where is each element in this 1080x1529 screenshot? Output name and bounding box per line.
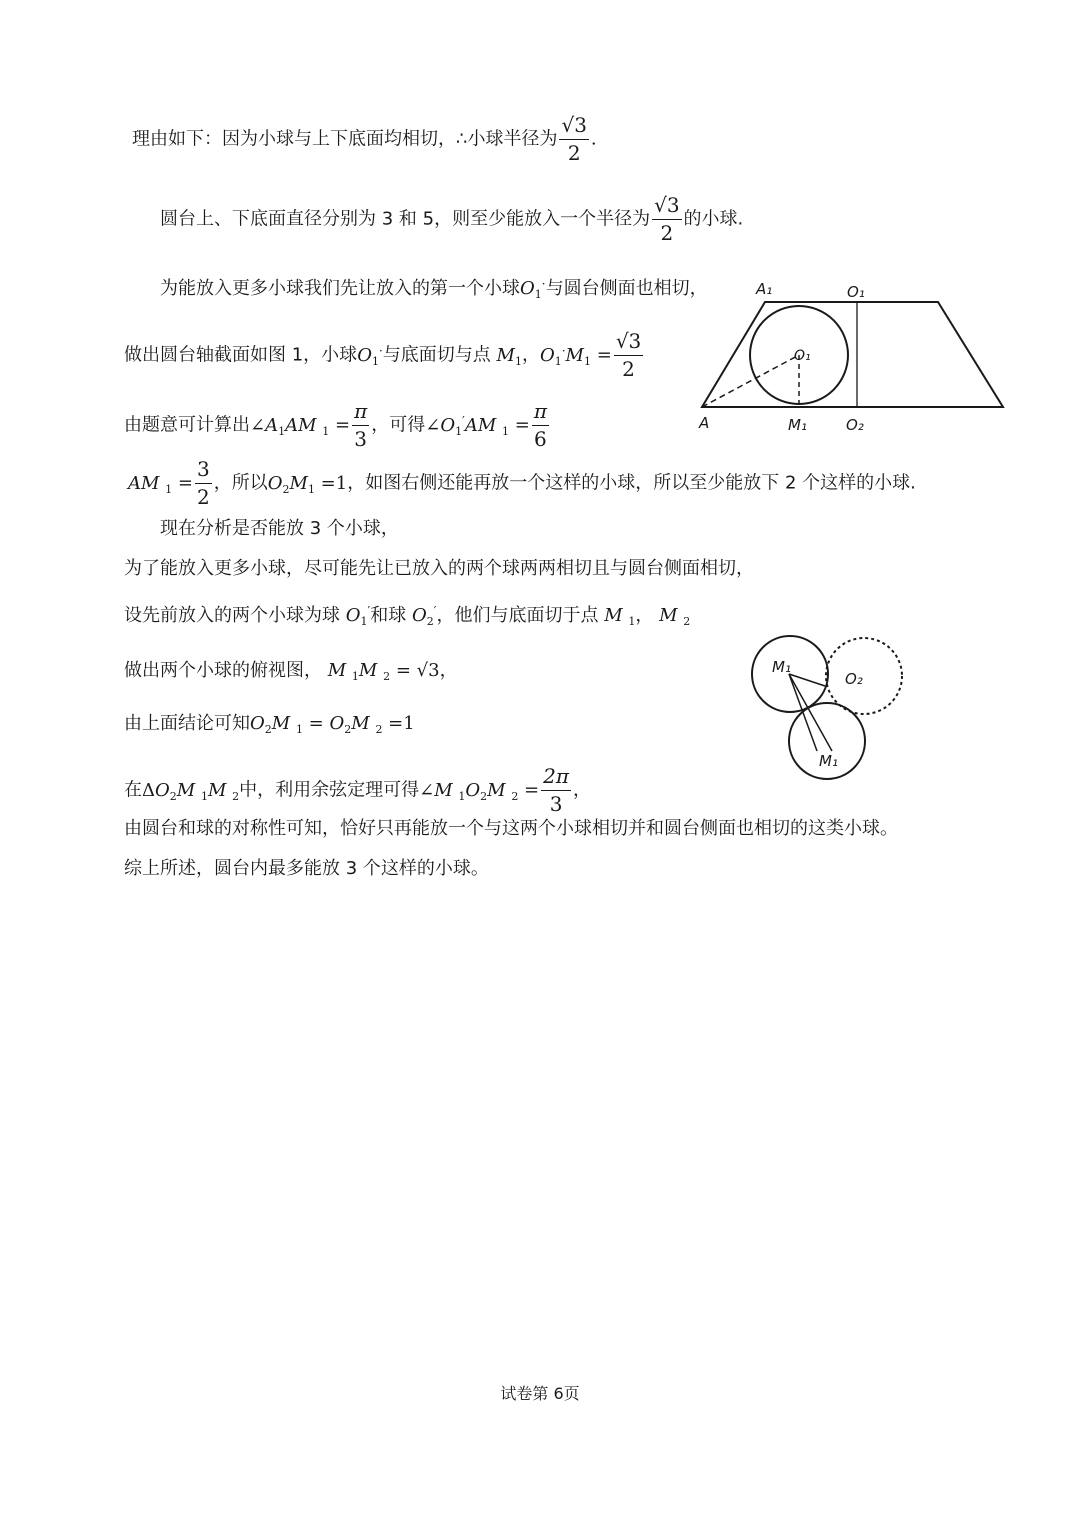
label-M1: M₁	[788, 416, 807, 434]
fraction-2pi-over-3	[541, 765, 571, 816]
frac-den: 3	[354, 427, 368, 451]
frac-num: √3	[559, 114, 588, 140]
text-top-view: 做出两个小球的俯视图，	[124, 660, 322, 681]
text-and-ball: 和球	[370, 605, 407, 626]
frac-num: 2π	[541, 765, 571, 791]
math-O2M1-eq-O2M2: $O_2M$ $_1 = O_2M$ $_2$ =1	[250, 713, 415, 736]
label-A: A	[699, 414, 710, 432]
label-O1-center: O₁	[794, 348, 811, 364]
math-M1M2-eq-sqrt3: M $_1$M $_2$ = √3	[327, 660, 440, 683]
text-so: ，所以	[213, 472, 268, 494]
text-compute: 由题意可计算出	[124, 414, 250, 436]
text-line-2	[160, 194, 743, 245]
text-line-10: 做出两个小球的俯视图， M $_1$M $_2$ = √3，	[124, 660, 458, 683]
text-ball-suffix: 的小球.	[683, 208, 744, 230]
frac-num: √3	[652, 194, 681, 220]
frac-den: 6	[534, 427, 547, 451]
figure-1-cross-section	[690, 270, 1020, 440]
text-cross-section: 做出圆台轴截面如图 1，小球	[124, 344, 358, 366]
text-first-ball: 为能放入更多小球我们先让放入的第一个小球	[160, 278, 520, 299]
math-angle-M1O2M2: ∠M $_1O_2M$ $_2$	[419, 779, 519, 803]
text-obtain: ，可得	[371, 414, 426, 436]
label-M1-bottom: M₁	[819, 752, 838, 770]
frac-den: 3	[549, 792, 563, 816]
page-footer: 试卷第 6页	[500, 1384, 580, 1403]
fraction-sqrt3-over-2	[652, 194, 681, 245]
math-O2prime: $O_2'$	[411, 604, 437, 628]
math-O1: $O_1^\cdot$	[520, 277, 546, 301]
frac-den: 2	[197, 485, 210, 509]
label-A1: A₁	[756, 280, 773, 298]
text-tangent-point: 与底面切与点	[382, 344, 491, 366]
fraction-3-over-2	[195, 458, 212, 509]
frac-den: 2	[567, 141, 581, 165]
fraction-pi-over-3	[352, 400, 369, 451]
math-angle-O1AM1: $\angle O_1'AM$ $_1$	[425, 413, 510, 438]
label-M1-top: M₁	[772, 658, 791, 676]
fraction-sqrt3-over-2	[559, 114, 588, 165]
frac-num: π	[352, 400, 369, 426]
frac-den: 2	[622, 357, 635, 381]
text-line-12: 在$\Delta O_2M$ $_1$M $_2$中，利用余弦定理可得∠M $_1O_2M$ $_2$ = $\frac{2\pi}{3}$ ，	[124, 764, 592, 816]
text-line-9	[124, 605, 690, 627]
text-line-6: AM $_1$ = $\frac{3}{2}$ ，所以$O_2M_1 =1$，如图右侧还能再放一个这样的小球，所以至少能放下 2 个这样的小球.	[128, 457, 916, 509]
text-line-8: 为了能放入更多小球，尽可能先让已放入的两个球两两相切且与圆台侧面相切，	[124, 558, 754, 579]
frac-num: √3	[614, 330, 643, 356]
math-M1-M2: M $_1$， M $_2$	[604, 605, 691, 628]
text-line-11	[124, 715, 415, 735]
label-O1-top: O₁	[847, 283, 865, 301]
ball-dotted-right	[826, 638, 902, 714]
label-O2: O₂	[846, 416, 864, 434]
figure-2-top-view	[745, 628, 915, 788]
frustum-trapezoid	[702, 302, 1003, 407]
text-two-balls: ，如图右侧还能再放一个这样的小球，所以至少能放下 2 个这样的小球.	[347, 472, 916, 494]
frac-num: 3	[195, 458, 212, 484]
text-line-5: 由题意可计算出$\angle A_1AM$ $_1$ = $\frac{\pi}{3}$ ，可得$\angle O_1'AM$ $_1$ = $\frac{\pi}{6}$	[124, 399, 547, 451]
math-O1prime: $O_1'$	[345, 604, 371, 628]
text-conclusion: 由上面结论可知	[124, 713, 250, 734]
text-reason: 理由如下：因为小球与上下底面均相切，∴小球半径为	[132, 128, 558, 150]
text-in: 在	[124, 779, 142, 801]
frac-num: π	[532, 400, 549, 426]
text-line-7: 现在分析是否能放 3 个小球，	[160, 518, 399, 539]
math-O1M1: $O_1^\cdot M_1$	[539, 343, 591, 368]
math-angle-A1AM1: $\angle A_1AM$ $_1$	[250, 414, 330, 438]
math-O1: $O_1^\cdot$	[357, 343, 383, 368]
text-line-14: 综上所述，圆台内最多能放 3 个这样的小球。	[124, 858, 489, 879]
text-line-4: 做出圆台轴截面如图 1，小球$O_1^\cdot$与底面切与点 $M_1$，$O_1^\cdot M_1$ = $\frac{√3}{2}$	[124, 329, 642, 381]
fraction-sqrt3-over-2	[614, 330, 643, 381]
math-O2M1-eq-1: $O_2M_1 =1$	[267, 472, 348, 496]
text-diameters: 圆台上、下底面直径分别为 3 和 5，则至少能放入一个半径为	[160, 208, 651, 230]
text-line-3	[160, 278, 708, 300]
math-M1: $M_1$	[496, 344, 522, 368]
text-cosine-law: 中，利用余弦定理可得	[239, 779, 420, 801]
math-triangle: $\Delta O_2M$ $_1$M $_2$	[142, 779, 240, 803]
text-tangent-side: 与圆台侧面也相切，	[545, 278, 708, 299]
text-two-balls-named: 设先前放入的两个小球为球	[124, 605, 340, 626]
frac-den: 2	[660, 221, 674, 245]
text-line-1: 理由如下：因为小球与上下底面均相切，∴小球半径为 $\frac{√3}{2}$ .	[132, 113, 597, 165]
text-tangent-points: ，他们与底面切于点	[436, 605, 599, 626]
text-line-13: 由圆台和球的对称性可知，恰好只再能放一个与这两个小球相切并和圆台侧面也相切的这类小球。	[124, 818, 898, 839]
label-O2: O₂	[845, 670, 863, 688]
math-AM1: AM $_1$	[128, 472, 173, 496]
fraction-pi-over-6	[532, 400, 549, 451]
